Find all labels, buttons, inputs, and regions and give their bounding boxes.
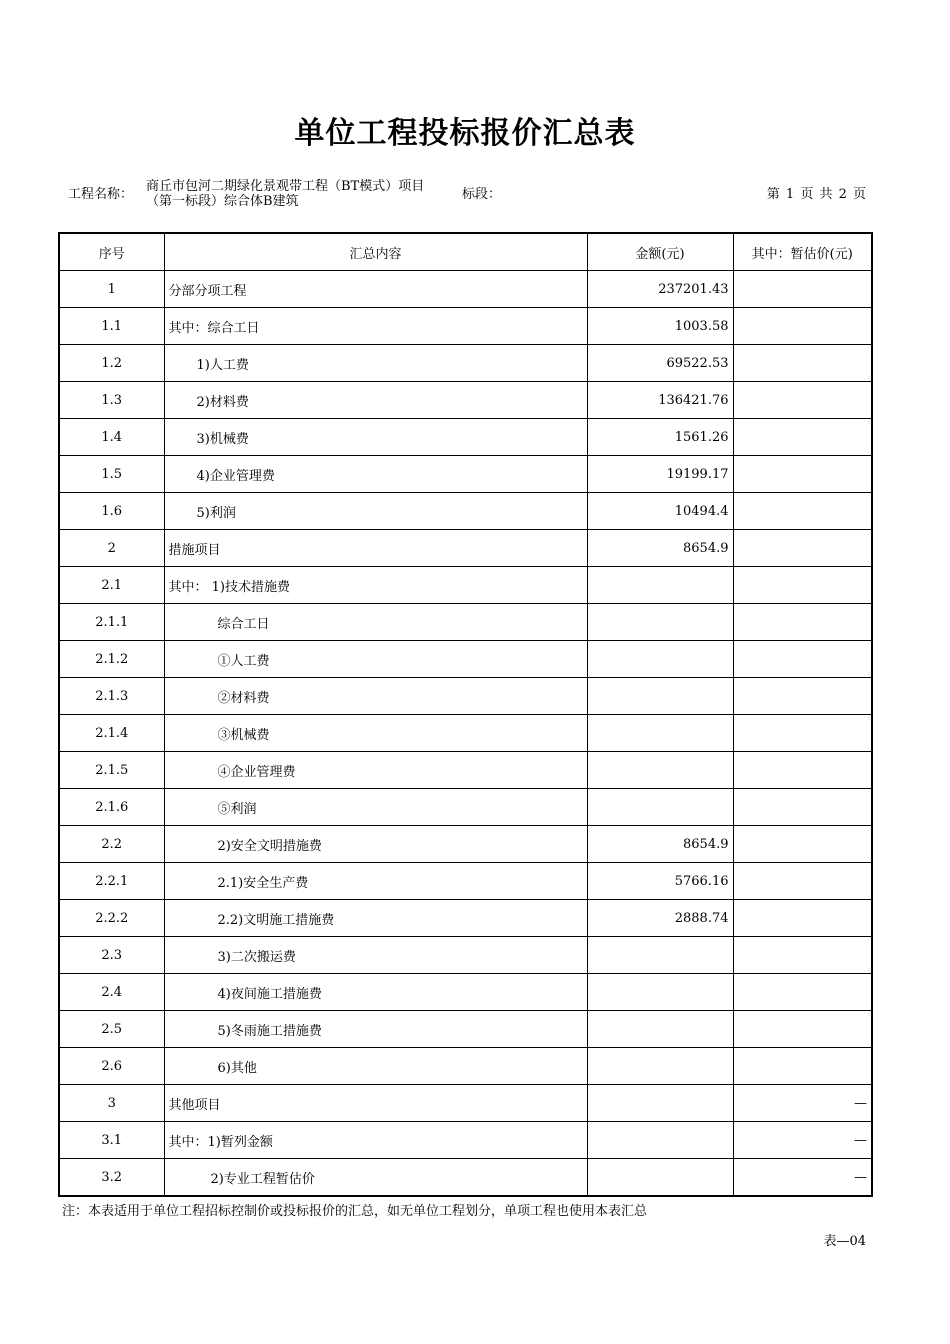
row-amount: 10494.4 — [587, 493, 733, 530]
summary-table — [58, 232, 873, 1197]
row-content: 其中：综合工日 — [164, 308, 587, 345]
row-amount — [587, 789, 733, 826]
table-row — [59, 974, 872, 1011]
row-content: 6)其他 — [164, 1048, 587, 1085]
row-provisional — [733, 826, 872, 863]
table-row — [59, 271, 872, 308]
row-no: 1 — [59, 271, 164, 308]
row-content: 1)人工费 — [164, 345, 587, 382]
table-row — [59, 678, 872, 715]
row-no: 2.1.1 — [59, 604, 164, 641]
row-content: 2)安全文明措施费 — [164, 826, 587, 863]
table-header-row — [59, 233, 872, 271]
column-header-content: 汇总内容 — [164, 233, 587, 271]
row-no: 1.6 — [59, 493, 164, 530]
row-amount — [587, 567, 733, 604]
row-content: 其中：1)暂列金额 — [164, 1122, 587, 1159]
row-no: 2.1.5 — [59, 752, 164, 789]
row-no: 1.5 — [59, 456, 164, 493]
row-provisional: — — [733, 1159, 872, 1197]
row-content: 措施项目 — [164, 530, 587, 567]
row-provisional — [733, 493, 872, 530]
row-amount — [587, 1048, 733, 1085]
row-content: 3)二次搬运费 — [164, 937, 587, 974]
row-no: 2.1 — [59, 567, 164, 604]
row-no: 2.1.3 — [59, 678, 164, 715]
row-content: ⑤利润 — [164, 789, 587, 826]
row-content: ④企业管理费 — [164, 752, 587, 789]
form-code: 表—04 — [823, 1234, 866, 1249]
row-no: 2.1.2 — [59, 641, 164, 678]
row-amount: 2888.74 — [587, 900, 733, 937]
row-content: 其他项目 — [164, 1085, 587, 1122]
row-content: 其中： 1)技术措施费 — [164, 567, 587, 604]
table-row — [59, 345, 872, 382]
table-row — [59, 641, 872, 678]
row-provisional — [733, 752, 872, 789]
section-label: 标段： — [462, 187, 502, 202]
row-content: 2.1)安全生产费 — [164, 863, 587, 900]
page-info: 第 1 页 共 2 页 — [766, 187, 866, 202]
table-row — [59, 308, 872, 345]
table-row — [59, 1159, 872, 1197]
row-no: 3.1 — [59, 1122, 164, 1159]
row-content: 2)材料费 — [164, 382, 587, 419]
row-no: 1.3 — [59, 382, 164, 419]
row-provisional: — — [733, 1122, 872, 1159]
row-content: 5)冬雨施工措施费 — [164, 1011, 587, 1048]
row-content: 2.2)文明施工措施费 — [164, 900, 587, 937]
column-header-amount: 金额(元) — [587, 233, 733, 271]
table-row — [59, 1011, 872, 1048]
row-provisional — [733, 567, 872, 604]
row-no: 2.2.2 — [59, 900, 164, 937]
footnote: 注：本表适用于单位工程招标控制价或投标报价的汇总，如无单位工程划分，单项工程也使用本表汇总 — [62, 1204, 648, 1219]
row-provisional — [733, 937, 872, 974]
project-name: 商丘市包河二期绿化景观带工程（BT模式）项目（第一标段）综合体B建筑 — [146, 179, 425, 209]
table-row — [59, 419, 872, 456]
row-provisional — [733, 900, 872, 937]
row-amount — [587, 604, 733, 641]
table-row — [59, 863, 872, 900]
project-name-label: 工程名称： — [68, 187, 134, 202]
row-no: 1.2 — [59, 345, 164, 382]
table-row — [59, 789, 872, 826]
table-row — [59, 715, 872, 752]
row-amount — [587, 974, 733, 1011]
table-row — [59, 826, 872, 863]
row-content: 3)机械费 — [164, 419, 587, 456]
table-row — [59, 900, 872, 937]
row-amount — [587, 752, 733, 789]
row-amount — [587, 1122, 733, 1159]
row-content: 4)夜间施工措施费 — [164, 974, 587, 1011]
column-header-no: 序号 — [59, 233, 164, 271]
row-provisional — [733, 604, 872, 641]
row-amount: 237201.43 — [587, 271, 733, 308]
row-no: 2.3 — [59, 937, 164, 974]
row-amount: 1003.58 — [587, 308, 733, 345]
row-amount: 69522.53 — [587, 345, 733, 382]
row-no: 2 — [59, 530, 164, 567]
row-provisional — [733, 1048, 872, 1085]
row-amount: 5766.16 — [587, 863, 733, 900]
page-title: 单位工程投标报价汇总表 — [294, 116, 636, 151]
row-provisional — [733, 641, 872, 678]
row-content: ②材料费 — [164, 678, 587, 715]
row-provisional — [733, 308, 872, 345]
column-header-provisional: 其中：暂估价(元) — [733, 233, 872, 271]
row-amount — [587, 715, 733, 752]
row-provisional — [733, 974, 872, 1011]
row-no: 2.2.1 — [59, 863, 164, 900]
row-amount — [587, 1011, 733, 1048]
row-amount: 19199.17 — [587, 456, 733, 493]
row-provisional — [733, 345, 872, 382]
table-row — [59, 1122, 872, 1159]
table-row — [59, 752, 872, 789]
row-provisional — [733, 456, 872, 493]
row-amount — [587, 641, 733, 678]
row-no: 2.4 — [59, 974, 164, 1011]
row-content: 4)企业管理费 — [164, 456, 587, 493]
row-amount — [587, 1159, 733, 1197]
row-provisional — [733, 789, 872, 826]
table-row — [59, 456, 872, 493]
table-row — [59, 604, 872, 641]
row-no: 2.6 — [59, 1048, 164, 1085]
row-content: 综合工日 — [164, 604, 587, 641]
row-provisional — [733, 863, 872, 900]
row-amount — [587, 678, 733, 715]
row-no: 3 — [59, 1085, 164, 1122]
row-no: 2.5 — [59, 1011, 164, 1048]
table-row — [59, 1048, 872, 1085]
row-amount: 136421.76 — [587, 382, 733, 419]
row-provisional — [733, 530, 872, 567]
row-no: 3.2 — [59, 1159, 164, 1197]
row-amount — [587, 1085, 733, 1122]
row-amount: 1561.26 — [587, 419, 733, 456]
row-provisional — [733, 1011, 872, 1048]
row-no: 2.2 — [59, 826, 164, 863]
row-no: 1.1 — [59, 308, 164, 345]
row-content: 5)利润 — [164, 493, 587, 530]
row-content: 2)专业工程暂估价 — [164, 1159, 587, 1197]
table-row — [59, 937, 872, 974]
row-provisional — [733, 271, 872, 308]
row-no: 2.1.6 — [59, 789, 164, 826]
row-amount — [587, 937, 733, 974]
table-row — [59, 1085, 872, 1122]
table-row — [59, 567, 872, 604]
row-content: ①人工费 — [164, 641, 587, 678]
row-no: 1.4 — [59, 419, 164, 456]
row-provisional — [733, 678, 872, 715]
row-provisional — [733, 715, 872, 752]
row-content: 分部分项工程 — [164, 271, 587, 308]
row-provisional — [733, 419, 872, 456]
row-provisional: — — [733, 1085, 872, 1122]
row-provisional — [733, 382, 872, 419]
row-content: ③机械费 — [164, 715, 587, 752]
row-amount: 8654.9 — [587, 530, 733, 567]
table-row — [59, 382, 872, 419]
row-amount: 8654.9 — [587, 826, 733, 863]
row-no: 2.1.4 — [59, 715, 164, 752]
table-row — [59, 530, 872, 567]
table-row — [59, 493, 872, 530]
